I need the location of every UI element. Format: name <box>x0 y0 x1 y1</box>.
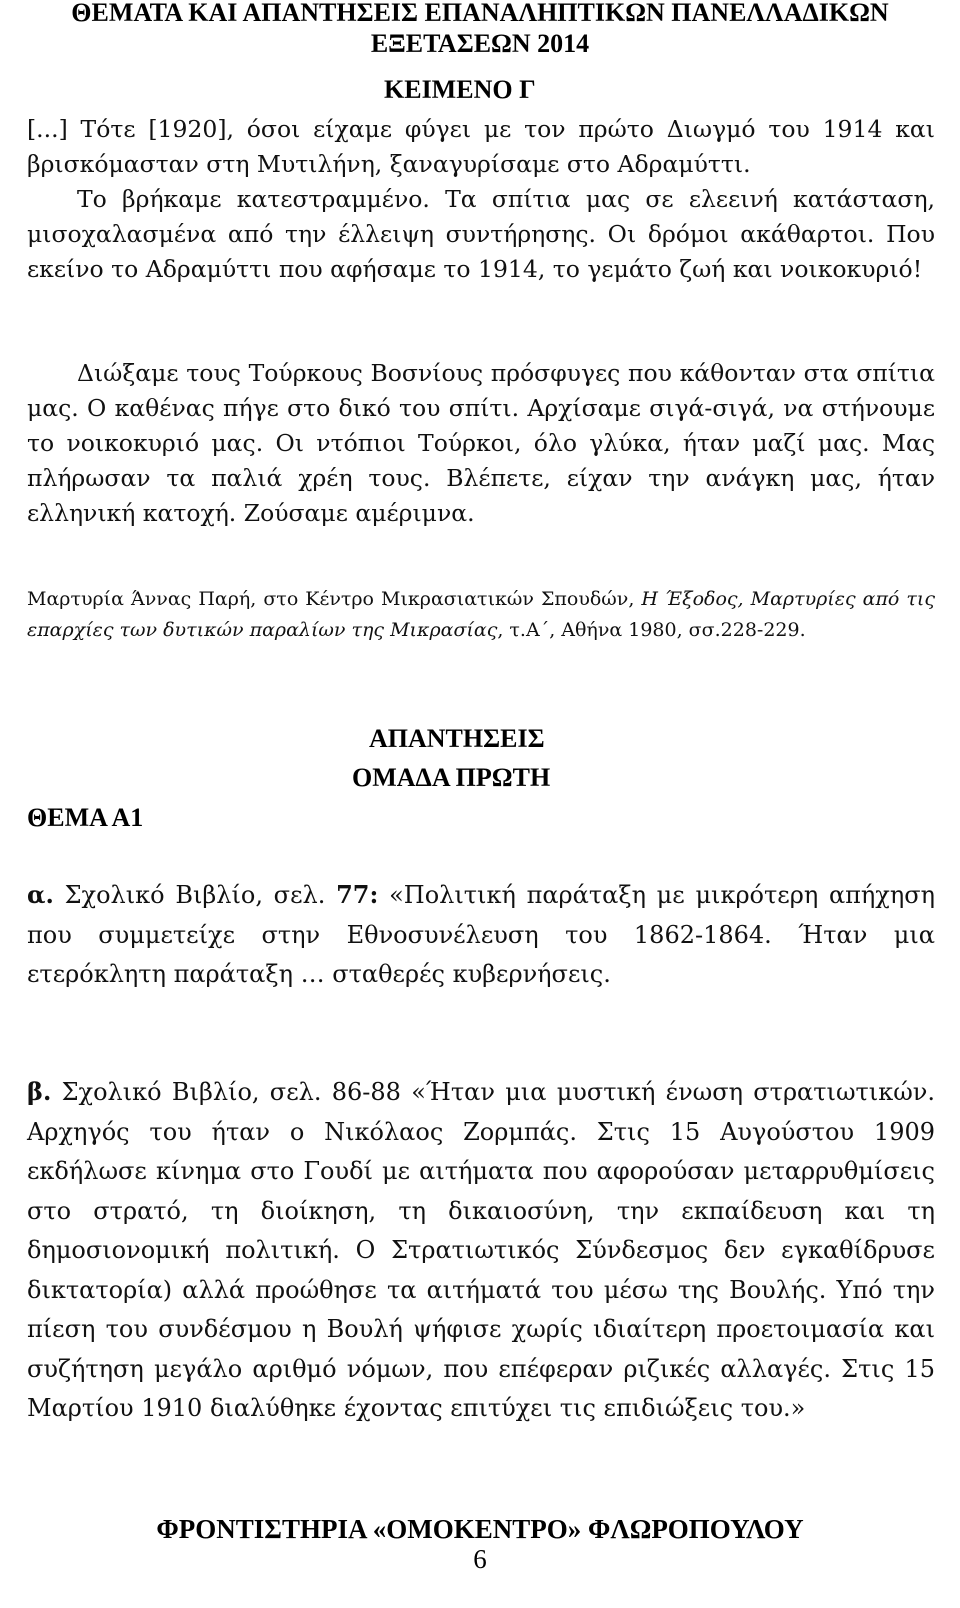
text-c-paragraph-1: [...] Τότε [1920], όσοι είχαμε φύγει με τον πρώτο Διωγμό του 1914 και βρισκόμασταν στη Μυτιλήνη, ξαναγυρίσαμε στο Αδραμύττι. <box>27 115 935 178</box>
answer-b <box>27 1072 935 1429</box>
group-title: ΟΜΑΔΑ ΠΡΩΤΗ <box>352 763 551 792</box>
text-c-paragraph-2: Το βρήκαμε κατεστραμμένο. Τα σπίτια μας σε ελεεινή κατάσταση, μισοχαλασμένα από την έλλειψη συντήρησης. Οι δρόμοι ακάθαρτοι. Που εκείνο το Αδραμύττι που αφήσαμε το 1914, το γεμάτο ζωή και νοικοκυριό! <box>27 185 935 283</box>
page-number: 6 <box>473 1544 487 1574</box>
answer-b-label: β. <box>27 1077 52 1106</box>
source-citation <box>27 584 935 646</box>
topic-a1: ΘΕΜΑ Α1 <box>27 803 144 832</box>
footer-brand: ΦΡΟΝΤΙΣΤΗΡΙΑ «ΟΜΟΚΕΝΤΡΟ» ΦΛΩΡΟΠΟΥΛΟΥ <box>156 1514 804 1544</box>
answers-title: ΑΠΑΝΤΗΣΕΙΣ <box>369 724 545 753</box>
text-c-paragraph-3: Διώξαμε τους Τούρκους Βοσνίους πρόσφυγες που κάθονταν στα σπίτια μας. Ο καθένας πήγε στο δικό του σπίτι. Αρχίσαμε σιγά-σιγά, να στήνουμε το νοικοκυριό μας. Οι ντόπιοι Τούρκοι, όλο γλύκα, ήταν μαζί μας. Μας πλήρωσαν τα παλιά χρέη τους. Βλέπετε, είχαν την ανάγκη μας, ήταν ελληνική κατοχή. Ζούσαμε αμέριμνα. <box>27 359 935 527</box>
answer-a <box>27 875 935 995</box>
answer-a-label: α. <box>27 880 54 909</box>
source-suffix: , τ.Α΄, Αθήνα 1980, σσ.228-229. <box>497 619 806 641</box>
answer-a-page: 77: <box>336 880 379 909</box>
answer-b-body: Σχολικό Βιβλίο, σελ. 86-88 «Ήταν μια μυστική ένωση στρατιωτικών. Αρχηγός του ήταν ο Νικόλαος Ζορμπάς. Στις 15 Αυγούστου 1909 εκδήλωσε κίνημα στο Γουδί με αιτήματα που αφορούσαν μεταρρυθμίσεις στο στρατό, τη διοίκηση, τη δικαιοσύνη, την εκπαίδευση και τη δημοσιονομική πολιτική. Ο Στρατιωτικός Σύνδεσμος δεν εγκαθίδρυσε δικτατορία) αλλά προώθησε τα αιτήματά του μέσω της Βουλής. Υπό την πίεση του συνδέσμου η Βουλή ψήφισε χωρίς ιδιαίτερη προετοιμασία και συζήτηση μεγάλο αριθμό νόμων, που επέφεραν ριζικές αλλαγές. Στις 15 Μαρτίου 1910 διαλύθηκε έχοντας επιτύχει τις επιδιώξεις του.» <box>27 1078 935 1422</box>
source-prefix: Μαρτυρία Άννας Παρή, στο Κέντρο Μικρασιατικών Σπουδών, <box>27 588 642 610</box>
section-title: ΚΕΙΜΕΝΟ Γ <box>384 75 536 104</box>
header-line-1: ΘΕΜΑΤΑ ΚΑΙ ΑΠΑΝΤΗΣΕΙΣ ΕΠΑΝΑΛΗΠΤΙΚΩΝ ΠΑΝΕΛΛΑΔΙΚΩΝ <box>71 0 889 27</box>
header-line-2: ΕΞΕΤΑΣΕΩΝ 2014 <box>370 29 590 58</box>
source-title: Η Έξοδος, Μαρτυρίες από τις επαρχίες των δυτικών παραλίων της Μικρασίας <box>27 588 935 641</box>
answer-a-ref: Σχολικό Βιβλίο, σελ. <box>53 881 337 909</box>
answer-a-body: «Πολιτική παράταξη με μικρότερη απήχηση που συμμετείχε στην Εθνοσυνέλευση του 1862-1864. Ήταν μια ετερόκλητη παράταξη … σταθερές κυβερνήσεις. <box>27 881 935 988</box>
